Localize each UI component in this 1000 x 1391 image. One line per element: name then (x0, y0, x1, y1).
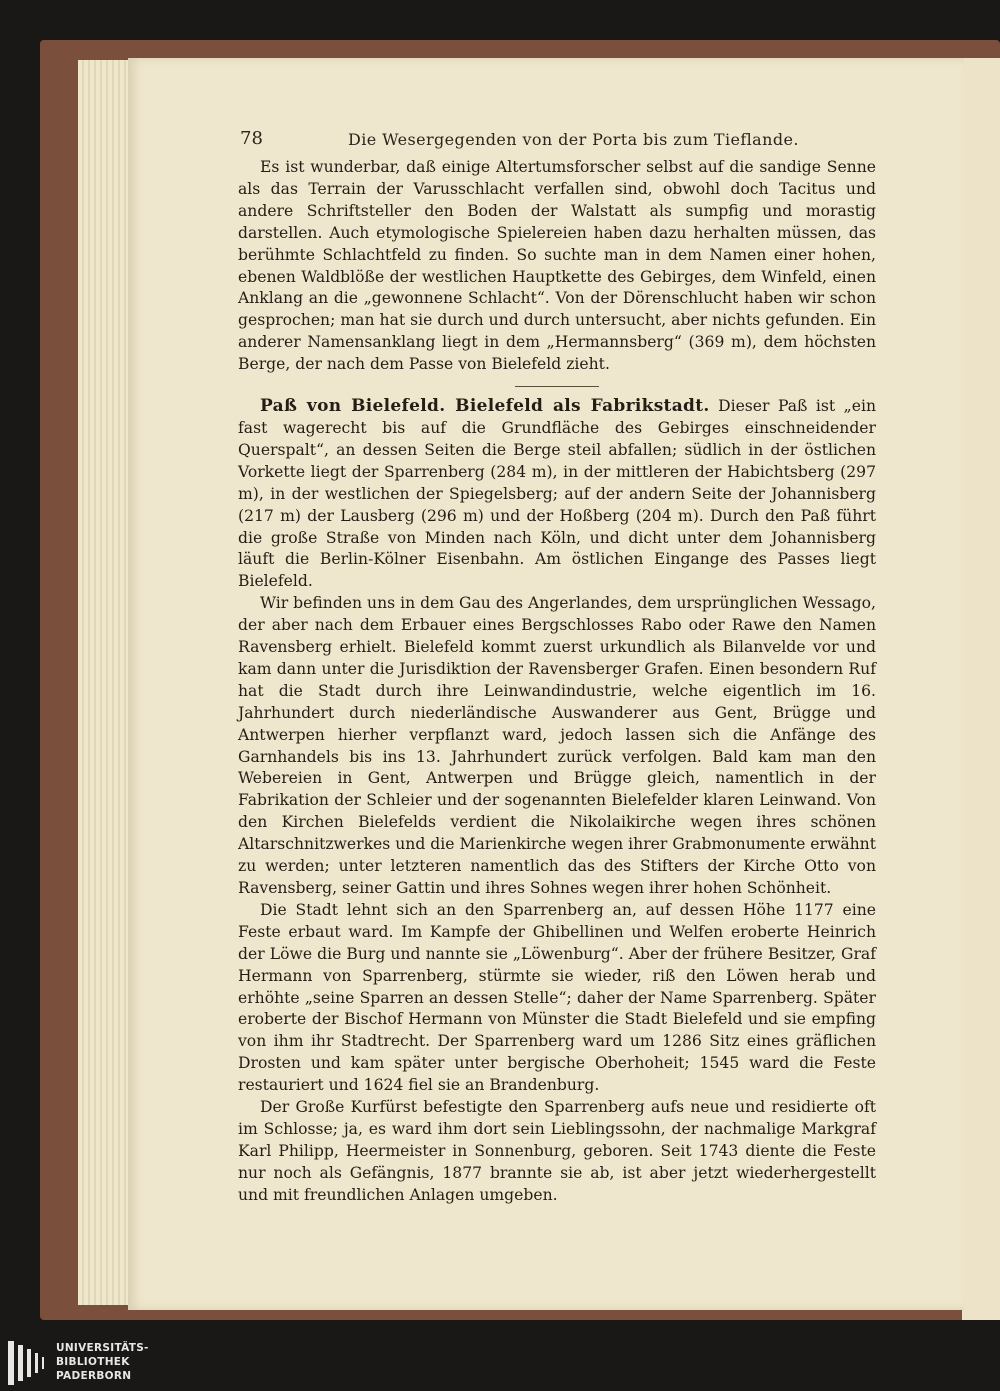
page-edges (78, 60, 128, 1305)
running-head-title: Die Wesergegenden von der Porta bis zum Tieflande. (348, 130, 799, 149)
paragraph-varusschlacht: Es ist wunderbar, daß einige Altertumsforscher selbst auf die sandige Senne als das Terrain der Varusschlacht verfallen sind, obwohl doch Tacitus und andere Schriftsteller den Boden der Walstatt als sumpfig und morastig darstellen. Auch etymologische Spielereien haben dazu herhalten müssen, das berühmte Schlachtfeld zu finden. So suchte man in dem Namen einer hohen, ebenen Waldblöße der westlichen Hauptkette des Gebirges, dem Winfeld, einen Anklang an die „gewonnene Schlacht“. Von der Dörenschlucht haben wir schon gesprochen; man hat sie durch und durch untersucht, aber nichts gefunden. Ein anderer Namensanklang liegt in dem „Hermannsberg“ (369 m), dem höchsten Berge, der nach dem Passe von Bielefeld zieht. (238, 158, 876, 374)
running-head (240, 128, 800, 158)
paragraph-pass-von-bielefeld (238, 396, 876, 593)
stamp-line-1: UNIVERSITÄTS- (56, 1342, 149, 1354)
paragraph-sparrenberg: Die Stadt lehnt sich an den Sparrenberg an, auf dessen Höhe 1177 eine Feste erbaut ward. Im Kampfe der Ghibellinen und Welfen eroberte Heinrich der Löwe die Burg und nannte sie „Löwenburg“. Aber der frühere Besitzer, Graf Hermann von Sparrenberg, stürmte sie wieder, riß den Löwen herab und erhöhte „seine Sparren an dessen Stelle“; daher der Name Sparrenberg. Später eroberte der Bischof Hermann von Münster die Stadt Bielefeld und sie empfing von ihm ihr Stadtrecht. Der Sparrenberg ward um 1286 Sitz eines gräflichen Drosten und kam später unter bergische Oberhoheit; 1545 ward die Feste restauriert und 1624 fiel sie an Brandenburg. (238, 900, 876, 1095)
stamp-line-3: PADERBORN (56, 1370, 132, 1382)
section-heading: Paß von Bielefeld. Bielefeld als Fabrikstadt. (260, 396, 710, 417)
paragraph-angerland: Wir befinden uns in dem Gau des Angerlandes, dem ursprünglichen Wessago, der aber nach dem Erbauer eines Bergschlosses Rabo oder Rawe den Namen Ravensberg erhielt. Bielefeld kommt zuerst urkundlich als Bilanvelde vor und kam dann unter die Jurisdiktion der Ravensberger Grafen. Einen besondern Ruf hat die Stadt durch ihre Leinwandindustrie, welche eigentlich im 16. Jahrhundert durch niederländische Auswanderer aus Gent, Brügge und Antwerpen hierher verpflanzt ward, jedoch lassen sich die Anfänge des Garnhandels bis ins 13. Jahrhundert zurück verfolgen. Bald kam man den Webereien in Gent, Antwerpen und Brügge gleich, namentlich in der Fabrikation der Schleier und der sogenannten Bielefelder klaren Leinwand. Von den Kirchen Bielefelds verdient die Nikolaikirche wegen ihres schönen Altarschnitzwerkes und die Marienkirche wegen ihrer Grabmonumente erwähnt zu werden; unter letzteren namentlich das des Stifters der Kirche Otto von Ravensberg, seiner Gattin und ihres Sohnes wegen ihrer hohen Schönheit. (238, 594, 876, 897)
facing-page-edge (962, 58, 1000, 1320)
paragraph-pass-text: Dieser Paß ist „ein fast wagerecht bis auf die Grundfläche des Gebirges einschneidender Querspalt“, an dessen Seiten die Berge steil abfallen; südlich in der östlichen Vorkette liegt der Sparrenberg (284 m), in der mittleren der Habichtsberg (297 m), in der westlichen der Spiegelsberg; auf der andern Seite der Johannisberg (217 m) der Lausberg (296 m) und der Hoßberg (204 m). Durch den Paß führt die große Straße von Minden nach Köln, und dicht unter dem Johannisberg läuft die Berlin-Kölner Eisenbahn. Am östlichen Eingange des Passes liegt Bielefeld. (238, 397, 877, 591)
page-number: 78 (240, 128, 263, 149)
body-text (238, 157, 876, 1207)
library-logo-icon (6, 1339, 48, 1387)
section-separator (515, 386, 599, 387)
paragraph-kurfuerst: Der Große Kurfürst befestigte den Sparrenberg aufs neue und residierte oft im Schlosse; ja, es ward ihm dort sein Lieblingssohn, der nachmalige Markgraf Karl Philipp, Heermeister in Sonnenburg, geboren. Seit 1743 diente die Feste nur noch als Gefängnis, 1877 brannte sie ab, ist aber jetzt wiederhergestellt und mit freundlichen Anlagen umgeben. (238, 1098, 876, 1204)
stamp-line-2: BIBLIOTHEK (56, 1356, 130, 1368)
library-stamp (0, 1335, 180, 1391)
